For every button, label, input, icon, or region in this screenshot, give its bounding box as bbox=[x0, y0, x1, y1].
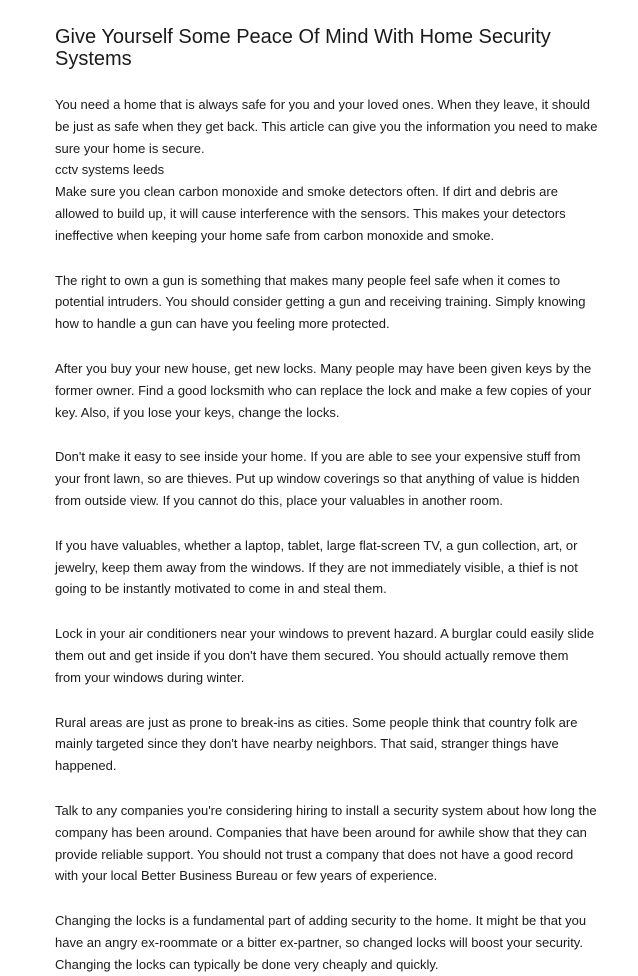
body-paragraph: After you buy your new house, get new locks. Many people may have been given keys by the former owner. Find a good locksmith who can replace the lock and make a few copies of your key. Also, if you lose your keys, change the locks. bbox=[55, 360, 592, 420]
keyword-line: cctv systems leeds bbox=[55, 162, 165, 178]
body-paragraph: Changing the locks is a fundamental part of adding security to the home. It might be that you have an angry ex-roommate or a bitter ex-partner, so changed locks will boost your security. Changing the locks can typically be done very cheaply and quickly. bbox=[55, 913, 587, 972]
body-paragraph: Talk to any companies you're considering hiring to install a security system about how long the company has been around. Companies that have been around for awhile show that they can provide reliable support. You should not trust a company that does not have a good record with your local Better Business Bureau or few years of experience. bbox=[55, 802, 597, 884]
body-paragraph: Make sure you clean carbon monoxide and smoke detectors often. If dirt and debris are allowed to build up, it will cause interference with the sensors. This makes your detectors ineffective when keeping your home safe from carbon monoxide and smoke. bbox=[55, 184, 566, 243]
body-paragraph: If you have valuables, whether a laptop, tablet, large flat-screen TV, a gun collection, art, or jewelry, keep them away from the windows. If they are not immediately visible, a thief is not going to be instantly motivated to come in and steal them. bbox=[55, 537, 578, 597]
body-paragraph: Don't make it easy to see inside your home. If you are able to see your expensive stuff from your front lawn, so are thieves. Put up window coverings so that anything of value is hidden from outside view. If you cannot do this, place your valuables in another room. bbox=[55, 449, 581, 508]
body-paragraph: Lock in your air conditioners near your windows to prevent hazard. A burglar could easily slide them out and get inside if you don't have them secured. You should actually remove them from your windows during winter. bbox=[55, 626, 595, 685]
body-paragraph: Rural areas are just as prone to break-ins as cities. Some people think that country folk are mainly targeted since they don't have nearby neighbors. That said, stranger things have happened. bbox=[55, 714, 578, 774]
body-paragraph: The right to own a gun is something that makes many people feel safe when it comes to potential intruders. You should consider getting a gun and receiving training. Simply knowing how to handle a gun can have you feeling more protected. bbox=[55, 272, 586, 332]
page-title: Give Yourself Some Peace Of Mind With Home Security Systems bbox=[55, 26, 551, 70]
intro-paragraph: You need a home that is always safe for you and your loved ones. When they leave, it should be just as safe when they get back. This article can give you the information you need to make sure your home is secure. bbox=[55, 97, 598, 156]
